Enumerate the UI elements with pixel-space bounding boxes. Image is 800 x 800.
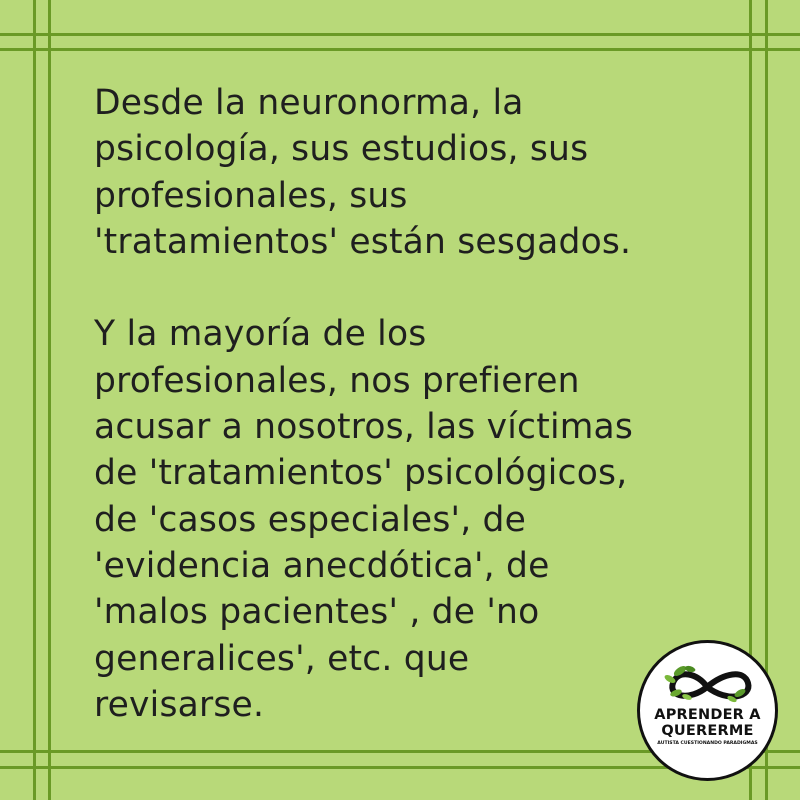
logo-tagline: AUTISTA CUESTIONANDO PARADIGMAS <box>657 741 758 746</box>
text-line: de 'casos especiales', de <box>94 499 527 540</box>
logo-title-line2: QUERERME <box>661 723 754 739</box>
text-line: 'evidencia anecdótica', de <box>94 545 550 586</box>
text-line: psicología, sus estudios, sus <box>94 129 589 170</box>
frame-line-top-inner <box>0 48 800 51</box>
paragraph-gap <box>94 265 714 311</box>
brand-logo <box>637 640 778 781</box>
frame-line-top-outer <box>0 33 800 36</box>
text-line: 'tratamientos' están sesgados. <box>94 221 632 262</box>
frame-line-left-inner <box>48 0 51 800</box>
text-line: profesionales, sus <box>94 175 408 216</box>
text-line: Desde la neuronorma, la <box>94 83 524 123</box>
text-line: revisarse. <box>94 684 265 725</box>
text-line: 'malos pacientes' , de 'no <box>94 592 540 633</box>
logo-title-line1: APRENDER A <box>654 707 761 723</box>
text-line: acusar a nosotros, las víctimas <box>94 407 634 448</box>
text-line: generalices', etc. que <box>94 638 470 679</box>
text-line: de 'tratamientos' psicológicos, <box>94 453 628 494</box>
post-text <box>94 80 714 728</box>
text-line: profesionales, nos prefieren <box>94 360 580 401</box>
text-line: Y la mayoría de los <box>94 314 427 355</box>
frame-line-left-outer <box>33 0 36 800</box>
